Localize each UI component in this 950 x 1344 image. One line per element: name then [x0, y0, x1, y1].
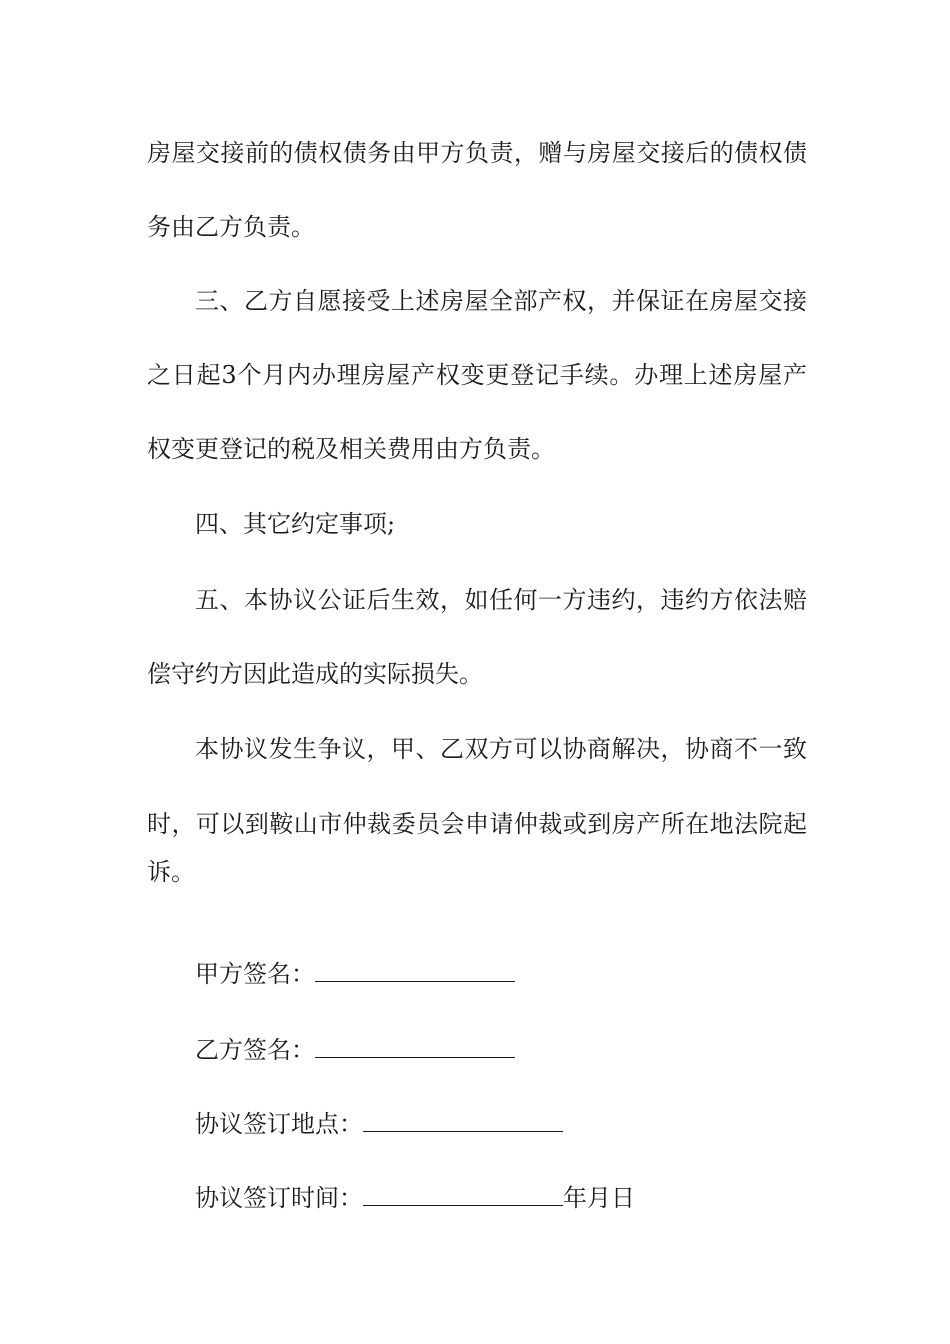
paragraph-line: 三、乙方自愿接受上述房屋全部产权，并保证在房屋交接 — [195, 287, 807, 315]
signing-time — [195, 1182, 635, 1214]
paragraph-line: 权变更登记的税及相关费用由方负责。 — [147, 435, 555, 463]
signing-time-field[interactable] — [363, 1183, 563, 1206]
party-a-signature-field[interactable] — [315, 959, 515, 982]
party-a-label: 甲方签名： — [195, 960, 315, 988]
signing-time-label: 协议签订时间： — [195, 1184, 363, 1212]
party-b-signature — [195, 1034, 515, 1066]
paragraph-line: 偿守约方因此造成的实际损失。 — [147, 660, 483, 688]
signing-place-label: 协议签订地点： — [195, 1110, 363, 1138]
party-b-label: 乙方签名： — [195, 1036, 315, 1064]
party-a-signature — [195, 958, 515, 990]
paragraph-line: 四、其它约定事项; — [195, 510, 396, 538]
paragraph-line: 之日起3个月内办理房屋产权变更登记手续。办理上述房屋产 — [147, 361, 807, 389]
paragraph-line: 五、本协议公证后生效，如任何一方违约，违约方依法赔 — [195, 586, 807, 614]
signing-place-field[interactable] — [363, 1109, 563, 1132]
paragraph-line: 房屋交接前的债权债务由甲方负责，赠与房屋交接后的债权债 — [147, 139, 807, 167]
signing-place — [195, 1108, 563, 1140]
paragraph-line: 本协议发生争议，甲、乙双方可以协商解决，协商不一致 — [195, 735, 807, 763]
signing-time-suffix: 年月日 — [563, 1184, 635, 1212]
party-b-signature-field[interactable] — [315, 1035, 515, 1058]
paragraph-line: 务由乙方负责。 — [147, 213, 315, 241]
paragraph-line: 时，可以到鞍山市仲裁委员会申请仲裁或到房产所在地法院起 — [147, 810, 807, 838]
paragraph-line: 诉。 — [147, 858, 195, 886]
